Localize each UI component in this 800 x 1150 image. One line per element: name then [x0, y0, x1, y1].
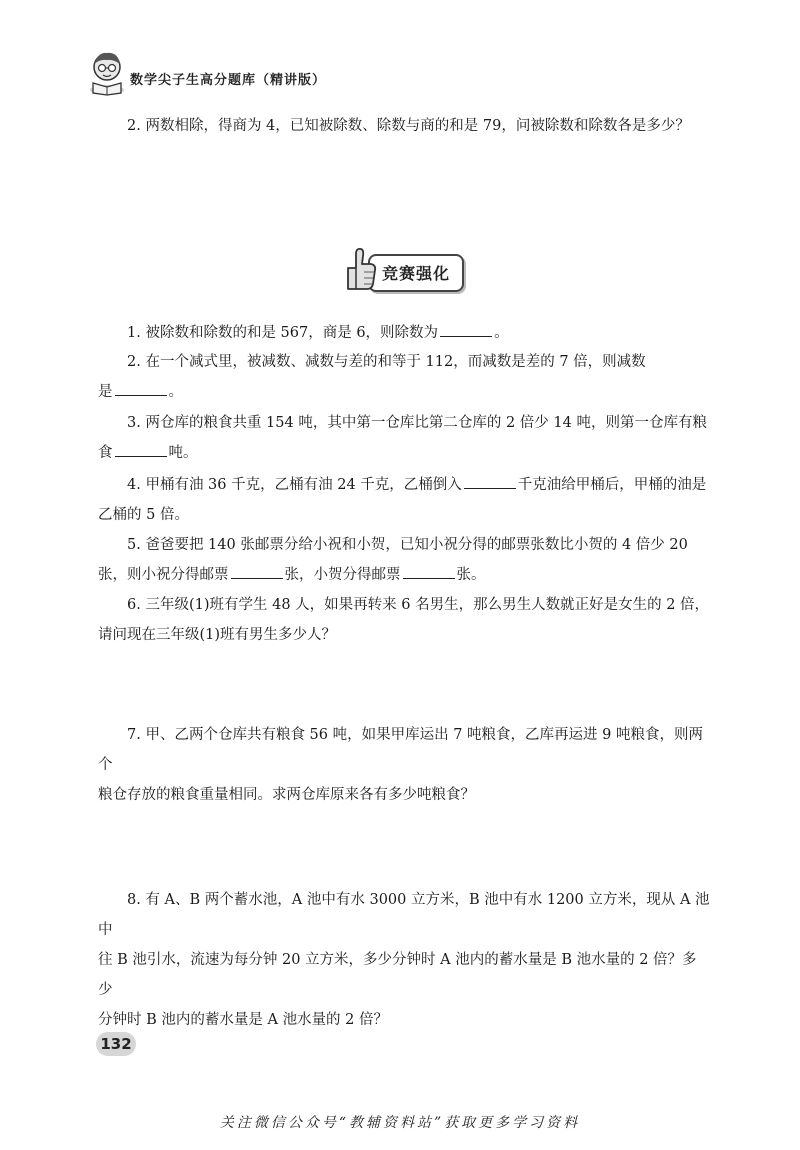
- footer-watermark: 关注微信公众号“教辅资料站”获取更多学习资料: [219, 1115, 581, 1131]
- question-1: [98, 318, 710, 348]
- section-title: 竞赛强化: [381, 264, 450, 283]
- question-line: 乙桶的 5 倍。: [98, 507, 189, 523]
- answer-blank[interactable]: [403, 564, 455, 579]
- question-line: 张，小贺分得邮票: [284, 567, 401, 583]
- question-8: [98, 885, 710, 1035]
- section-title-box: [368, 254, 464, 292]
- question-line-tail: 张。: [456, 567, 486, 583]
- question-line: 4. 甲桶有油 36 千克，乙桶有油 24 千克，乙桶倒入: [127, 477, 462, 493]
- question-4: [98, 470, 710, 530]
- question-line: 6. 三年级(1)班有学生 48 人，如果再转来 6 名男生，那么男生人数就正好是女生的 2 倍，: [127, 597, 710, 613]
- page-number-badge: [96, 1032, 136, 1056]
- kid-reading-icon: [88, 50, 126, 96]
- question-6: [98, 590, 710, 650]
- question-line: 5. 爸爸要把 140 张邮票分给小祝和小贺，已知小祝分得的邮票张数比小贺的 4 倍少 20: [127, 537, 688, 553]
- question-line: 8. 有 A、B 两个蓄水池，A 池中有水 3000 立方米，B 池中有水 1200 立方米，现从 A 池中: [98, 892, 710, 938]
- thumbs-up-icon: [340, 244, 380, 296]
- question-line: 分钟时 B 池内的蓄水量是 A 池水量的 2 倍？: [98, 1012, 389, 1028]
- question-line: 是: [98, 384, 113, 400]
- question-line: 往 B 池引水，流速为每分钟 20 立方米，多少分钟时 A 池内的蓄水量是 B 池水量的 2 倍？多少: [98, 952, 697, 998]
- question-line: 粮仓存放的粮食重量相同。求两仓库原来各有多少吨粮食？: [98, 787, 475, 803]
- question-line: 7. 甲、乙两个仓库共有粮食 56 吨，如果甲库运出 7 吨粮食，乙库再运进 9 吨粮食，则两个: [98, 727, 703, 773]
- page-header: [88, 50, 728, 100]
- page-number: 132: [100, 1035, 132, 1053]
- answer-blank[interactable]: [440, 322, 492, 337]
- answer-blank[interactable]: [231, 564, 283, 579]
- section-badge: [340, 244, 464, 296]
- question-line: 张，则小祝分得邮票: [98, 567, 229, 583]
- question-line: 3. 两仓库的粮食共重 154 吨，其中第一仓库比第二仓库的 2 倍少 14 吨，则第一仓库有粮: [127, 415, 707, 431]
- question-3: [98, 408, 710, 468]
- question-line-tail: 。: [494, 325, 509, 341]
- question-line-tail: 吨。: [168, 445, 198, 461]
- question-5: [98, 530, 710, 590]
- answer-blank[interactable]: [115, 381, 167, 396]
- question-line: 2. 在一个减式里，被减数、减数与差的和等于 112，而减数是差的 7 倍，则减数: [127, 354, 646, 370]
- question-line-tail: 。: [168, 384, 183, 400]
- top-question: [98, 111, 710, 141]
- book-title: 数学尖子生高分题库（精讲版）: [130, 73, 327, 88]
- question-line-tail: 千克油给甲桶后，甲桶的油是: [517, 477, 707, 493]
- question-line: 食: [98, 445, 113, 461]
- question-line: 1. 被除数和除数的和是 567，商是 6，则除数为: [127, 325, 439, 341]
- question-line: 请问现在三年级(1)班有男生多少人？: [98, 627, 337, 643]
- question-7: [98, 720, 710, 810]
- question-text: 2. 两数相除，得商为 4，已知被除数、除数与商的和是 79，问被除数和除数各是多少？: [127, 118, 690, 134]
- question-2: [98, 347, 710, 407]
- answer-blank[interactable]: [464, 474, 516, 489]
- answer-blank[interactable]: [115, 442, 167, 457]
